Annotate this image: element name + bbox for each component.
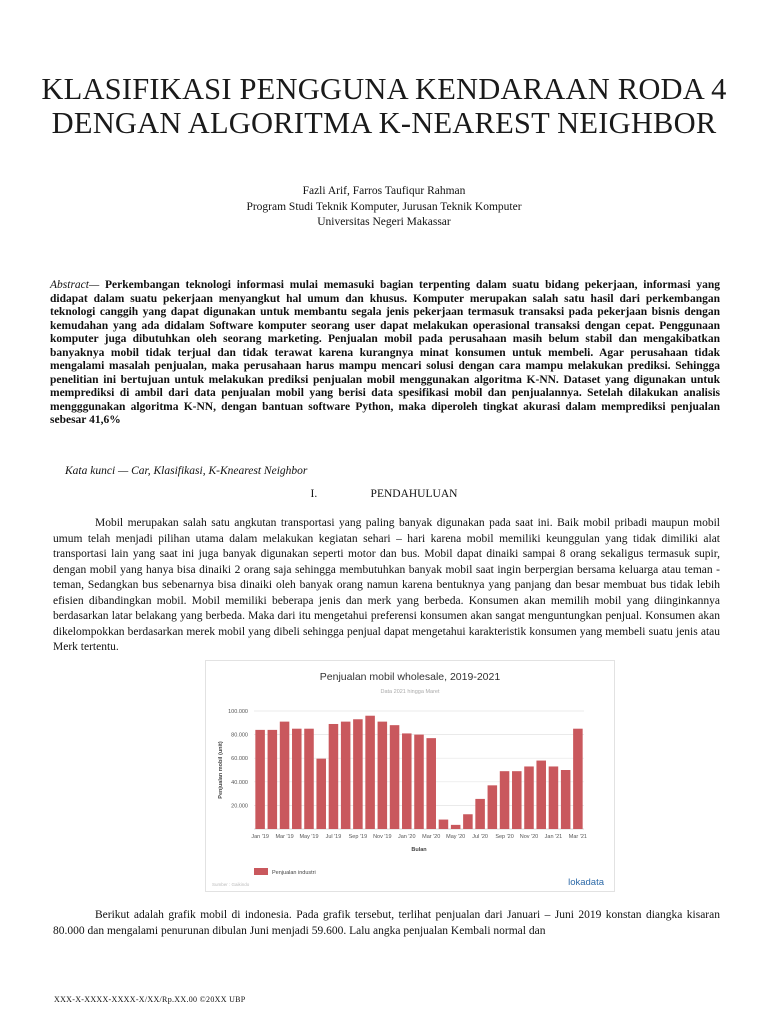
y-axis-label: Penjualan mobil (unit) [218, 741, 224, 799]
bar [488, 785, 498, 829]
affiliation-university: Universitas Negeri Makassar [317, 216, 451, 228]
bar [414, 735, 424, 829]
x-tick-label: Nov '20 [519, 834, 539, 840]
x-tick-label: May '20 [446, 834, 466, 840]
section-heading [0, 488, 768, 500]
bar [524, 766, 534, 829]
bar [451, 825, 461, 829]
bar [365, 716, 375, 829]
x-tick-label: Mar '19 [275, 834, 294, 840]
y-tick-label: 20.000 [231, 803, 248, 810]
sales-chart-figure [205, 660, 615, 892]
bar [329, 724, 339, 829]
x-tick-label: Jan '19 [251, 834, 269, 840]
bar [304, 729, 314, 829]
abstract-body: Perkembangan teknologi informasi mulai memasuki bagian terpenting dalam suatu bidang pekerjaan, informasi yang didapat dalam suatu pekerjaan menyangkut hal umum dan khusus. Komputer merupakan salah satu hasil dari perkembangan teknologi canggih yang dapat digunakan untuk membantu segala jenis pekerjaan termasuk transaksi pada pekerjaan bisnis dengan kemudahan yang ada didalam Software komputer seorang user dapat melakukan operasional transaksi dengan cepat. Penggunaan komputer juga dibutuhkan oleh seorang marketing. Penjualan mobil pada perusahaan masih belum stabil dan mengakibatkan banyaknya mobil tidak terjual dan tidak terawat karena kurangnya minat konsumen untuk membeli. Agar perusahaan tidak mengalami masalah penjualan, maka perusahaan harus mampu mencari solusi dengan cara mampu melakukan prediksi. Sehingga penelitian ini bertujuan untuk melakukan prediksi penjualan mobil menggunakan algoritma K-NN. Dataset yang digunakan untuk memprediksi di ambil dari data penjualan mobil yang berisi data spesifikasi mobil dan penjualannya. Setelah dilakukan analisis mengggunakan algoritma K-NN, dengan bantuan software Python, maka diperoleh tingkat akurasi dalam memprediksi penjualan sebesar 41,6% [50, 279, 720, 427]
x-tick-label: Mar '21 [568, 834, 587, 840]
author-names: Fazli Arif, Farros Taufiqur Rahman [302, 185, 466, 197]
bar [573, 729, 583, 829]
legend-label: Penjualan industri [272, 870, 316, 876]
abstract [50, 279, 720, 428]
bar [512, 771, 522, 829]
brand-logo: lokadata [568, 877, 604, 888]
footer-copyright: XXX-X-XXXX-XXXX-X/XX/Rp.XX.00 ©20XX UBP [54, 995, 246, 1004]
section-number: I. [310, 488, 318, 500]
bar [500, 771, 510, 829]
y-tick-label: 80.000 [231, 732, 248, 739]
x-tick-label: May '19 [299, 834, 319, 840]
bar [378, 722, 388, 829]
affiliation-department: Program Studi Teknik Komputer, Jurusan Teknik Komputer [246, 200, 522, 213]
x-tick-label: Sep '19 [348, 834, 368, 840]
x-tick-label: Sep '20 [495, 834, 514, 840]
bar [402, 733, 412, 829]
bar [268, 730, 278, 829]
bar [536, 761, 546, 829]
x-axis-label: Bulan [411, 847, 427, 853]
x-tick-label: Jul '20 [472, 834, 488, 840]
bar [549, 766, 559, 829]
paper-title: KLASIFIKASI PENGGUNA KENDARAAN RODA 4 DENGAN ALGORITMA K-NEAREST NEIGHBOR [41, 72, 727, 140]
bar [255, 730, 265, 829]
chart-subtitle: Data 2021 hingga Maret [380, 689, 440, 695]
sales-bar-chart [206, 661, 614, 891]
paragraph-1: Mobil merupakan salah satu angkutan transportasi yang paling banyak digunakan pada saat ini. Baik mobil pribadi maupun mobil umum telah menjadi pilihan utama dalam melakukan kegiatan sehari – hari karena mobil memiliki keunggulan yang tidak dimiliki alat transportasi lain yang saat ini juga banyak digunakan seperti motor dan bus. Mobil dapat dinaiki sampai 8 orang sekaligus termasuk supir, dengan mobil yang hanya bisa dinaiki 2 orang saja sehingga membutuhkan banyak mobil saat ingin berpergian bersama keluarga atau teman - teman, Sedangkan bus sebenarnya bisa dinaiki oleh banyak orang namun karena bentuknya yang panjang dan besar membuat bus tidak lebih efisien dibandingkan mobil. Mobil memiliki beberapa jenis dan merk yang berbeda. Konsumen akan memilih mobil yang diinginkannya berdasarkan latar belakang yang berbeda. Maka dari itu mengetahui preferensi konsumen akan sangat menguntungkan penjual. Konsumen akan dikelompokkan berdasarkan merek mobil yang dibeli sehingga penjual dapat mengetahui karakteristik konsumen yang membeli suatu jenis atau Merk tertentu. [53, 517, 720, 653]
legend-swatch [254, 868, 268, 875]
bar [475, 799, 485, 829]
abstract-lead: Abstract— [50, 279, 100, 291]
bar [316, 759, 326, 829]
bar [353, 719, 363, 829]
x-tick-label: Jan '20 [397, 834, 416, 840]
bar [280, 722, 290, 829]
bar [292, 729, 302, 829]
bar [561, 770, 571, 829]
y-tick-label: 60.000 [231, 756, 248, 763]
x-tick-label: Jan '21 [544, 834, 563, 840]
x-tick-label: Mar '20 [422, 834, 441, 840]
keywords: Kata kunci — Car, Klasifikasi, K-Knearest Neighbor [65, 465, 308, 477]
chart-title: Penjualan mobil wholesale, 2019-2021 [319, 671, 501, 683]
author-block [40, 184, 728, 231]
bar [439, 820, 449, 829]
bar [463, 814, 473, 829]
x-tick-label: Jul '19 [325, 834, 342, 840]
bar [341, 722, 351, 829]
chart-source: Sumber : Gaikindo [212, 882, 250, 887]
bar [426, 738, 436, 829]
section-title: PENDAHULUAN [370, 488, 458, 500]
x-tick-label: Nov '19 [373, 834, 392, 840]
y-tick-label: 40.000 [231, 779, 248, 786]
bar [390, 725, 400, 829]
paragraph-2: Berikut adalah grafik mobil di indonesia. Pada grafik tersebut, terlihat penjualan dari Januari – Juni 2019 konstan diangka kisaran 80.000 dan mengalami penurunan dibulan Juni menjadi 59.600. Lalu angka penjualan Kembali normal dan [53, 909, 720, 937]
y-tick-label: 100.000 [228, 709, 248, 715]
